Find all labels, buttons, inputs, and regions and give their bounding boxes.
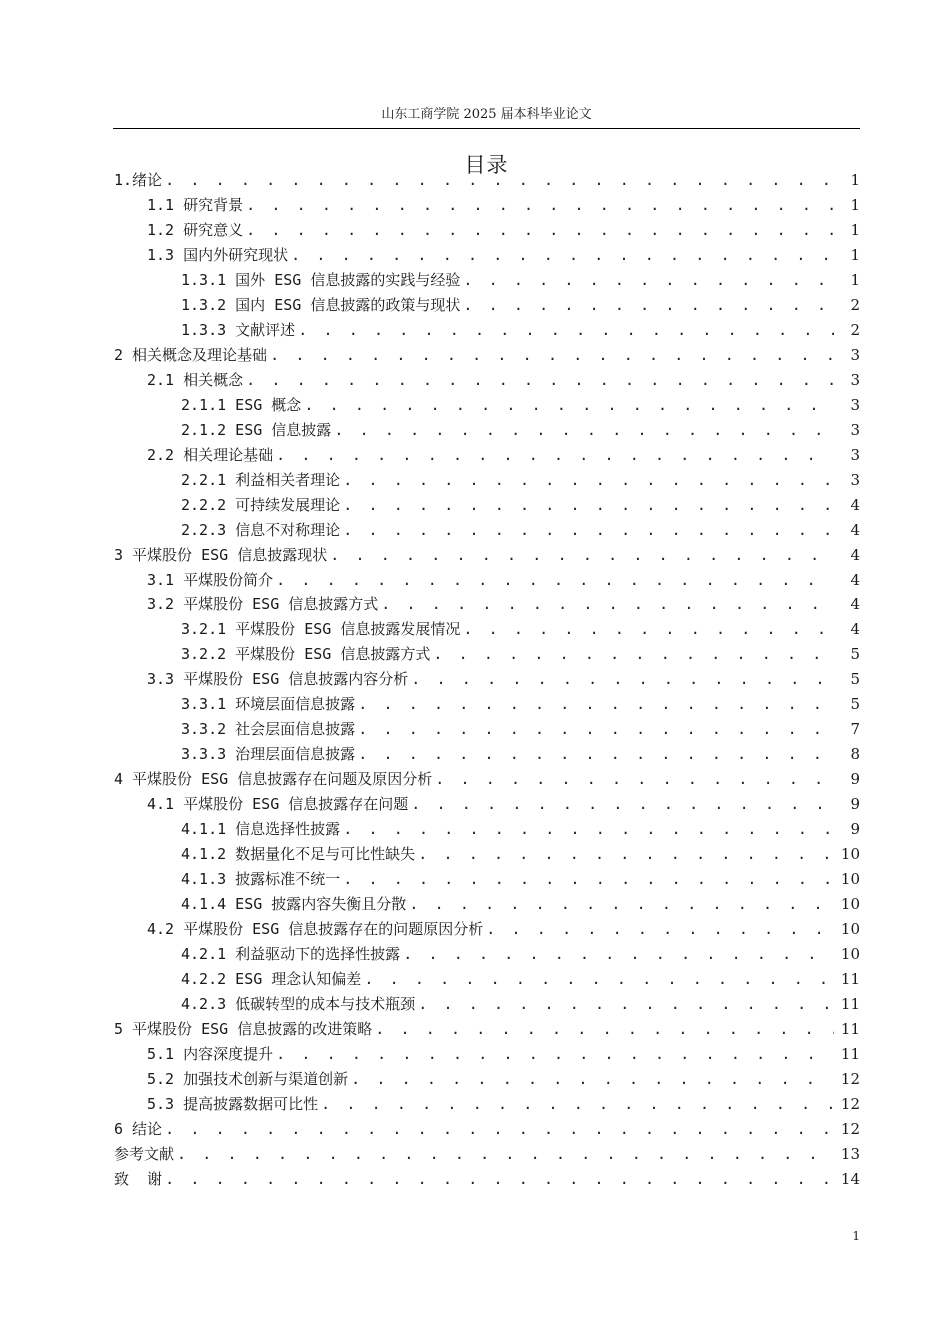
toc-entry-page: 12 (840, 1119, 860, 1138)
toc-leader-dots (321, 1092, 834, 1117)
toc-entry-label: 2.1 相关概念 (147, 370, 244, 389)
toc-leader-dots (435, 767, 834, 792)
header-rule (113, 128, 860, 129)
toc-leader-dots (276, 1042, 834, 1067)
toc-leader-dots (165, 168, 834, 193)
toc-entry-label: 2.1.2 ESG 信息披露 (181, 420, 332, 439)
toc-entry-label: 2.2.1 利益相关者理论 (181, 470, 341, 489)
toc-entry[interactable] (114, 817, 860, 842)
toc-entry-label: 1.1 研究背景 (147, 195, 244, 214)
toc-entry-label: 4.1 平煤股份 ESG 信息披露存在问题 (147, 795, 409, 814)
toc-entry-label: 3.3.1 环境层面信息披露 (181, 695, 356, 714)
toc-entry-page: 8 (850, 745, 860, 764)
toc-entry-page: 3 (850, 345, 860, 364)
toc-entry-label: 1.3.2 国内 ESG 信息披露的政策与现状 (181, 295, 461, 314)
toc-leader-dots (486, 917, 834, 942)
toc-entry[interactable] (114, 667, 860, 692)
toc-entry[interactable] (114, 1067, 860, 1092)
toc-leader-dots (276, 443, 834, 468)
toc-entry-page: 12 (840, 1069, 860, 1088)
toc-entry-label: 3.3 平煤股份 ESG 信息披露内容分析 (147, 670, 409, 689)
toc-entry-label: 4.1.2 数据量化不足与可比性缺失 (181, 845, 416, 864)
toc-entry[interactable] (114, 418, 860, 443)
toc-entry-label: 4.2.1 利益驱动下的选择性披露 (181, 945, 401, 964)
toc-leader-dots (411, 667, 834, 692)
toc-entry-page: 9 (850, 795, 860, 814)
toc-leader-dots (409, 892, 834, 917)
toc-entry-page: 4 (850, 495, 860, 514)
toc-leader-dots (343, 518, 834, 543)
toc-entry-label: 1.3.3 文献评述 (181, 320, 296, 339)
toc-entry-page: 10 (840, 895, 860, 914)
toc-entry[interactable] (114, 1167, 860, 1192)
toc-entry-label: 致 谢 (114, 1169, 163, 1188)
toc-entry-page: 12 (840, 1094, 860, 1113)
toc-entry-page: 3 (850, 445, 860, 464)
toc-entry-label: 1.3.1 国外 ESG 信息披露的实践与经验 (181, 270, 461, 289)
toc-entry-label: 参考文献 (114, 1144, 175, 1163)
toc-entry-page: 4 (850, 520, 860, 539)
toc-entry[interactable] (114, 1042, 860, 1067)
toc-leader-dots (433, 642, 834, 667)
toc-entry[interactable] (114, 343, 860, 368)
toc-entry-page: 7 (850, 720, 860, 739)
toc-entry[interactable] (114, 393, 860, 418)
toc-entry[interactable] (114, 992, 860, 1017)
toc-entry-label: 4 平煤股份 ESG 信息披露存在问题及原因分析 (114, 770, 433, 789)
toc-leader-dots (358, 742, 834, 767)
table-of-contents (114, 168, 860, 1192)
toc-entry-label: 3 平煤股份 ESG 信息披露现状 (114, 545, 328, 564)
toc-entry-page: 11 (840, 970, 860, 988)
toc-entry-page: 4 (850, 545, 860, 564)
toc-entry[interactable] (114, 293, 860, 318)
toc-entry-label: 4.1.3 披露标准不统一 (181, 870, 341, 889)
toc-leader-dots (358, 717, 834, 742)
toc-entry-page: 3 (850, 470, 860, 489)
toc-entry-page: 5 (850, 645, 860, 664)
toc-title: 目录 (464, 153, 509, 177)
toc-entry-label: 2.2.2 可持续发展理论 (181, 495, 341, 514)
toc-entry-page: 5 (850, 670, 860, 689)
toc-entry-label: 4.1.1 信息选择性披露 (181, 820, 341, 839)
toc-entry-label: 3.2.2 平煤股份 ESG 信息披露方式 (181, 645, 431, 664)
toc-entry-label: 3.3.2 社会层面信息披露 (181, 720, 356, 739)
toc-leader-dots (351, 1067, 834, 1092)
page-number: 1 (852, 1229, 860, 1243)
toc-entry-page: 10 (840, 870, 860, 889)
toc-entry-label: 1.3 国内外研究现状 (147, 245, 289, 264)
toc-entry-label: 2.2 相关理论基础 (147, 445, 274, 464)
toc-entry-label: 1.绪论 (114, 171, 163, 189)
toc-entry-page: 5 (850, 695, 860, 714)
toc-leader-dots (165, 1167, 834, 1192)
toc-leader-dots (411, 792, 834, 817)
toc-entry[interactable] (114, 1017, 860, 1042)
toc-entry[interactable] (114, 518, 860, 543)
toc-leader-dots (358, 692, 834, 717)
toc-entry-label: 2 相关概念及理论基础 (114, 345, 268, 364)
toc-entry-page: 11 (840, 1019, 860, 1038)
toc-entry-label: 6 结论 (114, 1119, 163, 1138)
toc-entry-page: 3 (850, 395, 860, 414)
toc-leader-dots (246, 368, 834, 393)
toc-entry[interactable] (114, 1117, 860, 1142)
toc-entry-page: 11 (840, 994, 860, 1013)
toc-entry-page: 1 (850, 171, 860, 189)
toc-leader-dots (403, 942, 834, 967)
toc-leader-dots (270, 343, 834, 368)
toc-entry[interactable] (114, 168, 860, 193)
toc-entry-label: 4.2.3 低碳转型的成本与技术瓶颈 (181, 994, 416, 1013)
toc-entry-page: 4 (850, 595, 860, 614)
toc-entry[interactable] (114, 1142, 860, 1167)
toc-entry[interactable] (114, 917, 860, 942)
running-header: 山东工商学院 2025 届本科毕业论文 (381, 107, 592, 122)
toc-leader-dots (375, 1017, 834, 1042)
toc-entry-label: 1.2 研究意义 (147, 220, 244, 239)
toc-entry[interactable] (114, 642, 860, 667)
toc-leader-dots (418, 992, 834, 1017)
toc-entry[interactable] (114, 892, 860, 917)
toc-entry[interactable] (114, 717, 860, 742)
toc-entry-page: 9 (850, 820, 860, 839)
toc-entry-page: 10 (840, 920, 860, 939)
toc-entry-label: 5.1 内容深度提升 (147, 1044, 274, 1063)
toc-leader-dots (291, 243, 834, 268)
toc-entry-page: 9 (850, 770, 860, 789)
toc-entry-page: 10 (840, 845, 860, 864)
toc-entry-page: 4 (850, 620, 860, 639)
toc-entry[interactable] (114, 368, 860, 393)
toc-entry-label: 3.3.3 治理层面信息披露 (181, 745, 356, 764)
toc-entry-page: 3 (850, 370, 860, 389)
toc-entry[interactable] (114, 218, 860, 243)
toc-leader-dots (165, 1117, 834, 1142)
toc-entry[interactable] (114, 617, 860, 642)
toc-entry[interactable] (114, 193, 860, 218)
toc-entry[interactable] (114, 543, 860, 568)
toc-leader-dots (330, 543, 834, 568)
toc-entry-page: 1 (850, 195, 860, 214)
toc-leader-dots (246, 218, 834, 243)
toc-entry-label: 3.1 平煤股份简介 (147, 570, 274, 589)
toc-entry[interactable] (114, 243, 860, 268)
toc-entry[interactable] (114, 468, 860, 493)
toc-leader-dots (276, 568, 834, 593)
toc-leader-dots (334, 418, 834, 443)
toc-entry-page: 2 (850, 295, 860, 314)
toc-entry-label: 3.2 平煤股份 ESG 信息披露方式 (147, 595, 379, 614)
toc-entry[interactable] (114, 493, 860, 518)
toc-entry-page: 3 (850, 420, 860, 439)
toc-entry-label: 2.2.3 信息不对称理论 (181, 520, 341, 539)
toc-leader-dots (298, 318, 834, 343)
toc-entry[interactable] (114, 443, 860, 468)
toc-leader-dots (304, 393, 834, 418)
toc-entry-page: 11 (840, 1044, 860, 1063)
toc-leader-dots (463, 268, 834, 293)
toc-leader-dots (381, 592, 834, 617)
toc-entry[interactable] (114, 767, 860, 792)
toc-entry-page: 1 (850, 245, 860, 264)
toc-entry[interactable] (114, 592, 860, 617)
toc-entry[interactable] (114, 792, 860, 817)
toc-entry-page: 13 (840, 1144, 860, 1163)
toc-leader-dots (177, 1142, 834, 1167)
toc-entry-label: 3.2.1 平煤股份 ESG 信息披露发展情况 (181, 620, 461, 639)
toc-entry[interactable] (114, 967, 860, 992)
toc-entry-page: 4 (850, 570, 860, 589)
toc-entry-label: 5.2 加强技术创新与渠道创新 (147, 1069, 349, 1088)
toc-leader-dots (343, 493, 834, 518)
toc-entry[interactable] (114, 318, 860, 343)
toc-entry-label: 4.1.4 ESG 披露内容失衡且分散 (181, 895, 407, 914)
toc-entry[interactable] (114, 742, 860, 767)
toc-entry-page: 14 (840, 1169, 860, 1188)
toc-entry-label: 2.1.1 ESG 概念 (181, 395, 302, 414)
toc-entry[interactable] (114, 842, 860, 867)
toc-entry-page: 1 (850, 220, 860, 239)
toc-entry-label: 5.3 提高披露数据可比性 (147, 1094, 319, 1113)
toc-leader-dots (343, 468, 834, 493)
toc-entry[interactable] (114, 942, 860, 967)
toc-leader-dots (246, 193, 834, 218)
toc-entry[interactable] (114, 268, 860, 293)
toc-entry[interactable] (114, 568, 860, 593)
toc-entry[interactable] (114, 1092, 860, 1117)
toc-entry[interactable] (114, 692, 860, 717)
toc-entry-page: 10 (840, 945, 860, 964)
toc-entry-page: 2 (850, 320, 860, 339)
toc-leader-dots (343, 867, 834, 892)
toc-leader-dots (463, 617, 834, 642)
toc-entry[interactable] (114, 867, 860, 892)
toc-leader-dots (418, 842, 834, 867)
toc-entry-page: 1 (850, 270, 860, 289)
toc-leader-dots (463, 293, 834, 318)
toc-leader-dots (343, 817, 834, 842)
toc-entry-label: 4.2 平煤股份 ESG 信息披露存在的问题原因分析 (147, 920, 484, 939)
toc-entry-label: 5 平煤股份 ESG 信息披露的改进策略 (114, 1019, 373, 1038)
toc-leader-dots (364, 967, 834, 992)
toc-entry-label: 4.2.2 ESG 理念认知偏差 (181, 970, 362, 988)
